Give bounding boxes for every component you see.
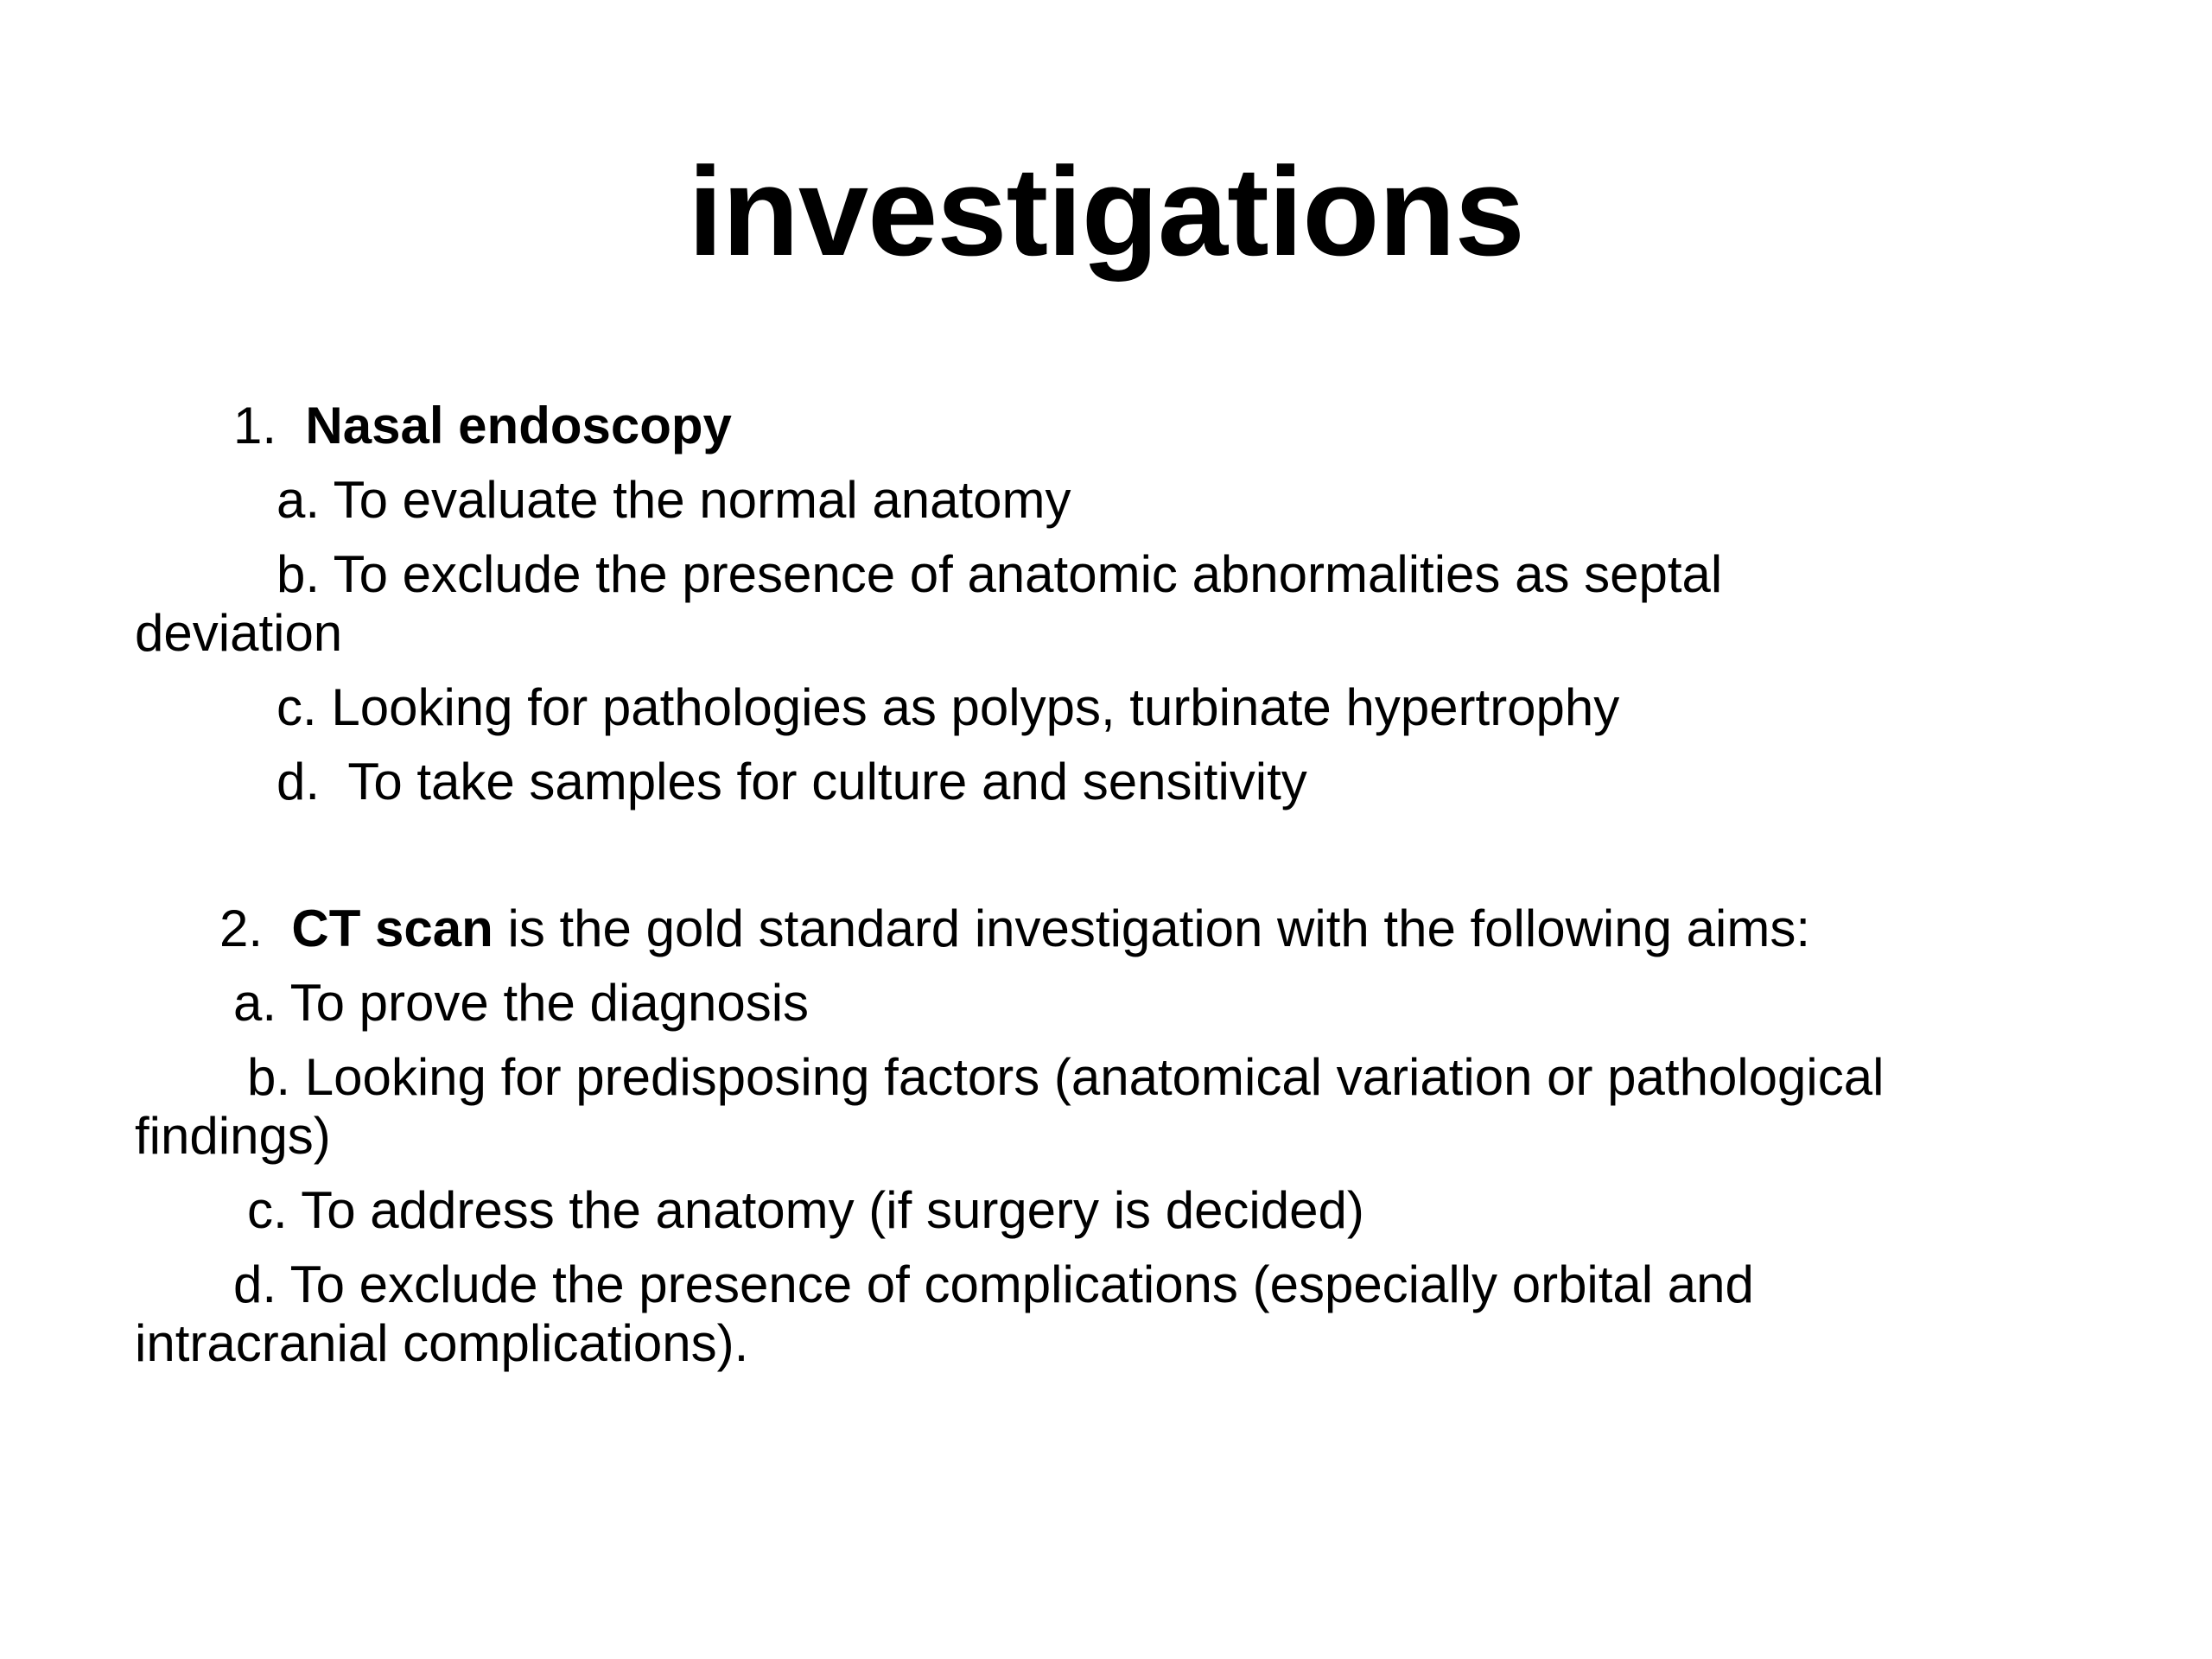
item-label: a. — [276, 471, 321, 529]
item-text: To prove the diagnosis — [289, 974, 810, 1032]
slide-title: investigations — [688, 141, 1524, 282]
section-1-item-d — [276, 752, 2212, 812]
section-1-heading — [233, 396, 2212, 456]
item-label: a. — [233, 974, 277, 1032]
slide-body — [135, 396, 2122, 1374]
item-text: To address the anatomy (if surgery is decided) — [301, 1181, 1364, 1239]
item-label: c. — [276, 678, 317, 736]
section-1-item-a — [276, 470, 2212, 531]
section-1-item-b — [276, 544, 2212, 605]
section-2-title: CT scan — [291, 899, 493, 957]
item-label: c. — [247, 1181, 288, 1239]
item-text: Looking for predisposing factors (anatomical variation or pathological — [304, 1048, 1885, 1106]
section-2-number: 2. — [219, 899, 264, 957]
item-text: To exclude the presence of anatomic abnormalities as septal — [333, 545, 1723, 603]
section-2-title-rest: is the gold standard investigation with the following aims: — [507, 899, 1810, 957]
item-label: d. — [233, 1255, 277, 1313]
section-2-item-d — [233, 1255, 2212, 1315]
section-2-item-b-continuation: findings) — [135, 1107, 331, 1165]
item-text: To exclude the presence of complications (especially orbital and — [289, 1255, 1754, 1313]
section-2-item-c — [247, 1180, 2212, 1241]
section-1-number: 1. — [233, 397, 277, 454]
item-label: d. — [276, 753, 321, 810]
item-text: Looking for pathologies as polyps, turbinate hypertrophy — [331, 678, 1620, 736]
item-label: b. — [247, 1048, 291, 1106]
section-2-heading — [219, 899, 2207, 959]
section-1-title: Nasal endoscopy — [305, 397, 732, 454]
section-1-item-b-continuation: deviation — [135, 604, 343, 662]
section-2-item-d-continuation: intracranial complications). — [135, 1314, 749, 1372]
section-1-item-c — [276, 677, 2212, 738]
section-2-item-b — [247, 1047, 2212, 1108]
item-text: To evaluate the normal anatomy — [333, 471, 1071, 529]
item-text: To take samples for culture and sensitivity — [347, 753, 1307, 810]
item-label: b. — [276, 545, 321, 603]
section-2-item-a — [233, 973, 2212, 1033]
